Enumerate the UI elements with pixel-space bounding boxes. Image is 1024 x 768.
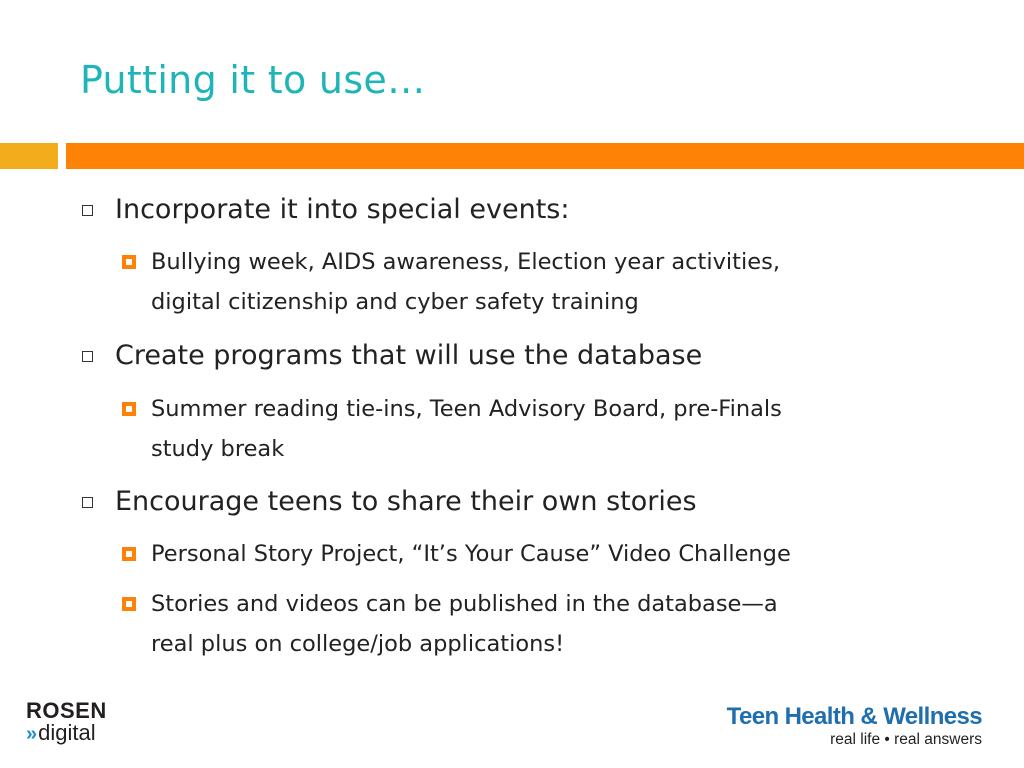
hollow-square-bullet-icon [82, 205, 93, 216]
sub-bullet-1-1 [151, 242, 931, 322]
sub-bullet-line: Stories and videos can be published in the database—a [151, 591, 778, 617]
bullet-3-text: Encourage teens to share their own stories [115, 486, 697, 517]
bullet-2 [115, 340, 995, 372]
hollow-square-bullet-icon [82, 497, 93, 508]
rosen-digital-logo [26, 700, 136, 745]
orange-square-bullet-icon [122, 597, 136, 611]
brand-title: Teen Health & Wellness [726, 703, 982, 730]
sub-bullet-line: study break [151, 436, 285, 462]
sub-bullet-2-1 [151, 389, 931, 469]
hollow-square-bullet-icon [82, 351, 93, 362]
orange-square-bullet-icon [122, 547, 136, 561]
teen-health-wellness-logo [727, 704, 982, 749]
title-rule-accent [0, 143, 58, 169]
orange-square-bullet-icon [122, 255, 136, 269]
sub-bullet-line: digital citizenship and cyber safety training [151, 289, 639, 315]
sub-bullet-line: Personal Story Project, “It’s Your Cause” Video Challenge [151, 541, 791, 567]
title-rule-bar [66, 143, 1024, 169]
sub-bullet-line: Bullying week, AIDS awareness, Election year activities, [151, 249, 780, 275]
bullet-2-text: Create programs that will use the database [115, 340, 703, 371]
bullet-1 [115, 194, 995, 226]
sub-bullet-3-2 [151, 584, 931, 664]
bullet-1-text: Incorporate it into special events: [115, 194, 570, 225]
slide-title: Putting it to use… [80, 58, 426, 102]
logo-line-2: digital [38, 720, 96, 745]
orange-square-bullet-icon [122, 402, 136, 416]
sub-bullet-3-1 [151, 534, 931, 574]
brand-tagline: real life • real answers [830, 731, 982, 748]
double-chevron-right-icon: » [26, 723, 38, 745]
logo-line-1: ROSEN [26, 698, 107, 723]
sub-bullet-line: Summer reading tie-ins, Teen Advisory Board, pre-Finals [151, 396, 782, 422]
logo-line-2-wrapper [26, 722, 136, 745]
bullet-3 [115, 486, 995, 518]
sub-bullet-line: real plus on college/job applications! [151, 631, 565, 657]
